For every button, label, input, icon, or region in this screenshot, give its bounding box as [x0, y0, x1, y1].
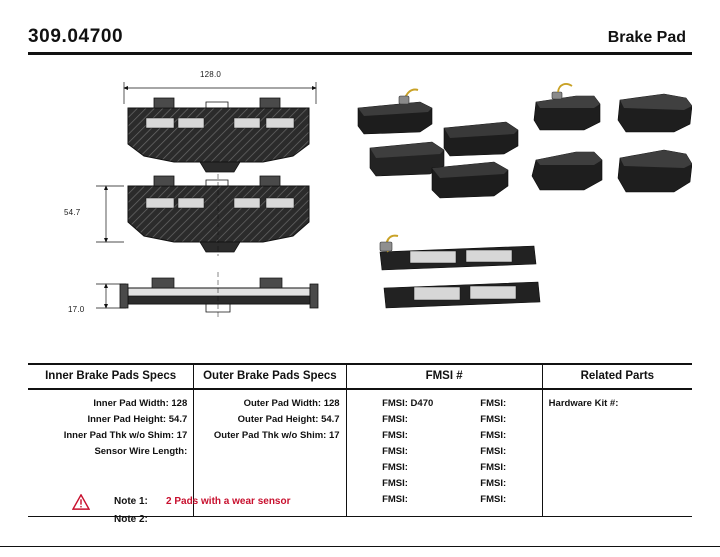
note-1-row	[28, 492, 692, 510]
outer-pad-thk-value: 17	[328, 430, 340, 441]
inner-pad-height-value: 54.7	[168, 414, 188, 425]
outer-pad-thk-label: Outer Pad Thk w/o Shim:	[213, 430, 327, 441]
inner-pad-thk-label: Inner Pad Thk w/o Shim:	[63, 430, 175, 441]
drawing-canvas	[28, 56, 692, 356]
table-row	[200, 396, 339, 412]
technical-drawing	[28, 56, 692, 356]
header-fmsi: FMSI #	[425, 370, 463, 382]
list-item: FMSI:	[382, 446, 408, 457]
inner-pad-width-label: Inner Pad Width:	[93, 398, 169, 409]
list-item: FMSI:	[480, 430, 507, 441]
table-row	[34, 428, 187, 444]
list-item: FMSI:	[382, 414, 408, 425]
list-item: FMSI:	[480, 478, 507, 489]
footer-divider	[0, 546, 720, 547]
list-item: FMSI:	[480, 398, 507, 409]
header-related-parts: Related Parts	[580, 370, 655, 382]
list-item: FMSI:	[382, 430, 408, 441]
note-1-text: 2 Pads with a wear sensor	[166, 495, 291, 507]
dimension-thickness-label: 17.0	[68, 305, 85, 314]
sensor-wire-length-label: Sensor Wire Length:	[94, 446, 188, 457]
table-row	[200, 428, 339, 444]
outer-pad-width-value: 128	[323, 398, 340, 409]
spec-table-header-row	[28, 365, 692, 390]
list-item: FMSI:	[480, 494, 507, 505]
note-1-label: Note 1:	[114, 495, 148, 507]
list-item: FMSI:	[382, 494, 408, 505]
table-row	[34, 444, 187, 460]
list-item: FMSI:	[480, 446, 507, 457]
product-type-title: Brake Pad	[607, 29, 686, 46]
table-row	[200, 412, 339, 428]
hardware-kit-label: Hardware Kit #:	[548, 398, 619, 409]
list-item: FMSI:	[480, 462, 507, 473]
page-header	[28, 18, 692, 55]
outer-pad-height-value: 54.7	[321, 414, 340, 425]
outer-pad-width-label: Outer Pad Width:	[243, 398, 322, 409]
notes-section	[28, 492, 692, 538]
inner-pad-width-value: 128	[171, 398, 188, 409]
inner-pad-thk-value: 17	[176, 430, 188, 441]
inner-pad-height-label: Inner Pad Height:	[87, 414, 167, 425]
list-item: FMSI: D470	[382, 398, 434, 409]
warning-triangle-icon	[72, 494, 90, 510]
table-row	[34, 412, 187, 428]
note-2-label: Note 2:	[114, 513, 148, 525]
part-number: 309.04700	[28, 26, 124, 47]
header-outer-specs: Outer Brake Pads Specs	[203, 370, 337, 382]
header-inner-specs: Inner Brake Pads Specs	[45, 370, 177, 382]
list-item: FMSI:	[382, 478, 408, 489]
list-item: FMSI:	[382, 462, 408, 473]
note-2-row	[28, 510, 692, 528]
dimension-width-label: 128.0	[200, 70, 222, 79]
list-item: FMSI:	[480, 414, 507, 425]
dimension-height-label: 54.7	[64, 208, 81, 217]
table-row	[34, 396, 187, 412]
outer-pad-height-label: Outer Pad Height:	[237, 414, 319, 425]
